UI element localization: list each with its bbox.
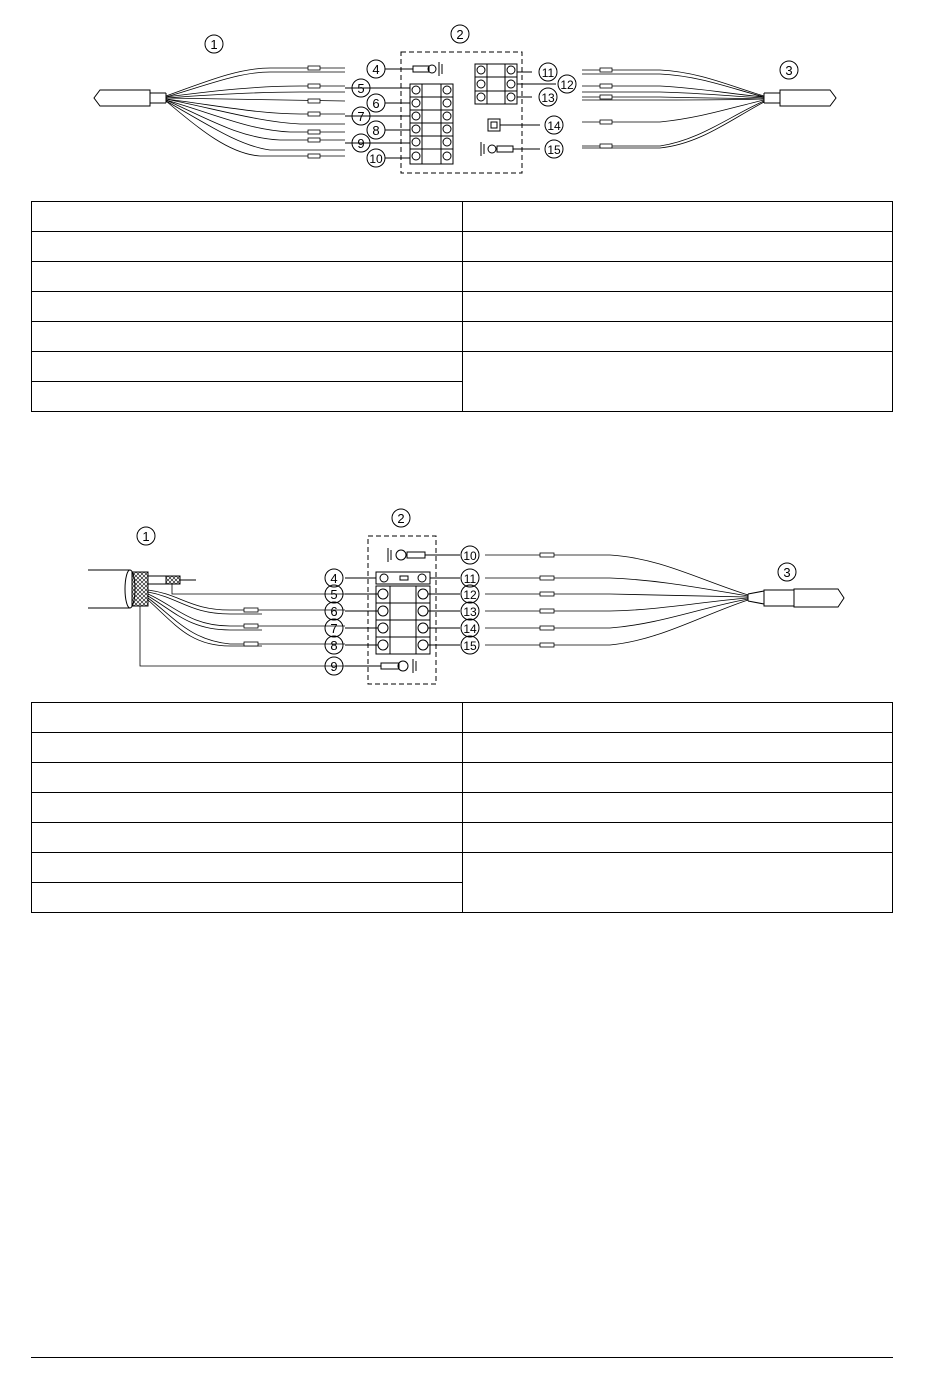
- footer-divider: [31, 1357, 893, 1358]
- table-cell: [462, 262, 893, 292]
- table-cell: [462, 793, 893, 823]
- svg-text:13: 13: [463, 605, 477, 619]
- svg-text:3: 3: [785, 63, 793, 78]
- callout-4: [367, 60, 385, 78]
- right-cable-plug: [764, 90, 836, 106]
- left-wire-bundle: [140, 584, 345, 666]
- svg-text:5: 5: [330, 587, 338, 602]
- right-wire-bundle: [582, 68, 764, 148]
- svg-text:10: 10: [369, 152, 383, 166]
- svg-text:1: 1: [210, 37, 218, 52]
- svg-text:13: 13: [541, 91, 555, 105]
- table-row: [32, 202, 893, 232]
- table-cell: [462, 763, 893, 793]
- table-row: [32, 232, 893, 262]
- table-cell: [462, 292, 893, 322]
- table-row: [32, 703, 893, 733]
- svg-text:2: 2: [456, 27, 464, 42]
- svg-text:12: 12: [560, 78, 574, 92]
- callout-6: [367, 94, 385, 112]
- callout-13: [539, 88, 557, 106]
- callout-10: [367, 149, 385, 167]
- callout-3: [778, 563, 796, 581]
- svg-text:6: 6: [372, 96, 380, 111]
- wiring-diagram-1: [0, 0, 950, 195]
- callout-1: [137, 527, 155, 545]
- right-cable-plug: [748, 589, 844, 607]
- wiring-diagram-2-graphic: [0, 500, 950, 695]
- callout-12: [558, 75, 576, 93]
- table-row: [32, 793, 893, 823]
- callout-14: [545, 116, 563, 134]
- svg-text:2: 2: [397, 511, 405, 526]
- table-cell: [32, 703, 463, 733]
- table-cell: [462, 352, 893, 412]
- wiring-diagram-2: [0, 500, 950, 700]
- svg-text:7: 7: [357, 109, 365, 124]
- svg-text:6: 6: [330, 604, 338, 619]
- table-cell: [462, 322, 893, 352]
- callout-11: [539, 63, 557, 81]
- table-cell: [32, 793, 463, 823]
- svg-text:14: 14: [463, 622, 477, 636]
- svg-text:11: 11: [463, 572, 477, 586]
- table-cell: [32, 763, 463, 793]
- svg-text:11: 11: [541, 66, 555, 80]
- callout-4: [325, 569, 343, 587]
- svg-text:15: 15: [463, 639, 477, 653]
- table-cell: [462, 823, 893, 853]
- left-wire-bundle: [166, 66, 345, 158]
- svg-text:8: 8: [330, 638, 338, 653]
- svg-text:4: 4: [372, 62, 380, 77]
- table-row: [32, 352, 893, 382]
- table-cell: [32, 733, 463, 763]
- legend-table-1: [31, 201, 893, 412]
- svg-text:5: 5: [357, 81, 365, 96]
- left-cable-plug: [94, 90, 166, 106]
- table-cell: [462, 853, 893, 913]
- callout-12: [461, 585, 479, 603]
- right-wire-bundle: [485, 553, 748, 647]
- callout-15: [461, 636, 479, 654]
- svg-text:9: 9: [330, 659, 338, 674]
- table-row: [32, 823, 893, 853]
- table-cell: [462, 703, 893, 733]
- table-row: [32, 733, 893, 763]
- callout-7: [325, 619, 343, 637]
- callout-10: [461, 546, 479, 564]
- callout-15: [545, 140, 563, 158]
- table-cell: [462, 202, 893, 232]
- svg-text:12: 12: [463, 588, 477, 602]
- table-row: [32, 292, 893, 322]
- junction-box: [368, 536, 436, 684]
- svg-text:8: 8: [372, 123, 380, 138]
- callout-13: [461, 602, 479, 620]
- callout-1: [205, 35, 223, 53]
- table-cell: [462, 232, 893, 262]
- table-cell: [32, 853, 463, 883]
- right-leader-lines: [500, 72, 556, 149]
- junction-box: [401, 52, 522, 173]
- svg-text:15: 15: [547, 143, 561, 157]
- table-cell: [32, 202, 463, 232]
- table-row: [32, 322, 893, 352]
- table-cell: [32, 232, 463, 262]
- table-cell: [32, 322, 463, 352]
- table-cell: [462, 733, 893, 763]
- legend-table-2: [31, 702, 893, 913]
- table-cell: [32, 262, 463, 292]
- callout-2: [451, 25, 469, 43]
- table-cell: [32, 382, 463, 412]
- table-row: [32, 853, 893, 883]
- callout-14: [461, 619, 479, 637]
- wiring-diagram-1-graphic: [0, 0, 950, 190]
- svg-text:1: 1: [142, 529, 150, 544]
- callout-8: [367, 121, 385, 139]
- svg-text:4: 4: [330, 571, 338, 586]
- table-row: [32, 763, 893, 793]
- svg-text:10: 10: [463, 549, 477, 563]
- table-cell: [32, 352, 463, 382]
- callout-8: [325, 636, 343, 654]
- svg-text:3: 3: [783, 565, 791, 580]
- svg-text:9: 9: [357, 136, 365, 151]
- callout-6: [325, 602, 343, 620]
- table-cell: [32, 883, 463, 913]
- callouts: [137, 509, 796, 675]
- svg-text:7: 7: [330, 621, 338, 636]
- left-leader-lines: [345, 69, 413, 158]
- callout-11: [461, 569, 479, 587]
- callout-2: [392, 509, 410, 527]
- table-cell: [32, 292, 463, 322]
- table-row: [32, 262, 893, 292]
- svg-text:14: 14: [547, 119, 561, 133]
- table-cell: [32, 823, 463, 853]
- callout-3: [780, 61, 798, 79]
